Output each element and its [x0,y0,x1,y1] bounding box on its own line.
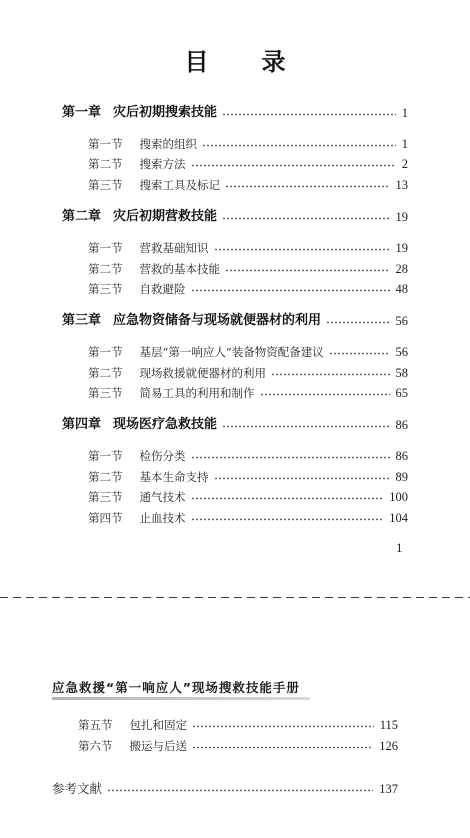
page-number: 89 [395,469,408,484]
chapter-number: 第三章 [62,313,102,329]
chapter-number: 第二章 [62,209,102,225]
page-number: 58 [395,365,408,380]
dot-leader [329,352,390,355]
section-number: 第二节 [88,157,123,172]
section-number: 第一节 [88,240,123,255]
section-entry-4-5 [78,715,398,736]
toc-list [0,91,470,528]
chapter-entry-4 [62,415,408,435]
section-entry-2-1 [88,238,408,259]
running-header: 应急救援“第一响应人”现场搜救技能手册 [52,680,300,695]
chapter-title: 灾后初期搜索技能 [113,104,218,120]
section-title: 营救的基本技能 [139,261,220,276]
page-number: 86 [395,418,408,433]
page-number: 56 [395,314,408,329]
page-number: 115 [379,717,398,732]
section-title: 搜索的组织 [139,136,197,151]
section-title: 营救基础知识 [139,240,209,255]
section-number: 第三节 [88,178,123,193]
dot-leader [326,321,389,324]
chapter-group-4 [0,415,470,528]
section-number: 第三节 [88,386,123,401]
section-title: 搜索工具及标记 [139,178,220,193]
running-header-rule [52,697,310,700]
page-number: 1 [401,136,408,151]
section-entry-4-6 [78,735,398,756]
section-title: 包扎和固定 [129,717,187,732]
dot-leader [222,113,396,116]
section-number: 第三节 [88,282,123,297]
dot-leader [191,164,396,167]
dot-leader [191,289,390,292]
chapter-group-3 [0,311,470,403]
section-title: 检伤分类 [139,449,186,464]
section-number: 第二节 [88,469,123,484]
page-number: 137 [379,782,398,796]
section-title: 现场救援就便器材的利用 [139,365,266,380]
chapter-entry-3 [62,311,408,331]
page-number: 1 [401,105,408,120]
section-number: 第二节 [88,365,123,380]
page-number: 65 [395,386,408,401]
section-entry-3-2 [88,362,408,383]
section-entry-3-3 [88,383,408,404]
dot-leader [191,518,384,521]
section-title: 搜索方法 [139,157,186,172]
dot-leader [260,393,390,396]
references-entry [52,779,398,799]
section-entry-4-2 [88,466,408,487]
chapter-number: 第一章 [62,104,102,120]
page-number: 13 [395,178,408,193]
section-entry-4-1 [88,446,408,467]
chapter-group-1 [0,103,470,195]
chapter-title: 现场医疗急救技能 [113,417,218,433]
chapter-entry-1 [62,103,408,123]
dot-leader [214,477,390,480]
section-title: 止血技术 [139,510,186,525]
section-number: 第二节 [88,261,123,276]
section-number: 第一节 [88,449,123,464]
section-number: 第四节 [88,510,123,525]
page-number: 19 [395,210,408,225]
section-entry-2-3 [88,279,408,300]
section-entry-1-2 [88,154,408,175]
section-entry-3-1 [88,342,408,363]
section-number: 第三节 [88,490,123,505]
section-entry-4-3 [88,487,408,508]
section-title: 基层“第一响应人”装备物资配备建议 [139,345,324,359]
page-number: 2 [401,157,408,172]
section-title: 搬运与后送 [129,738,187,753]
section-number: 第五节 [78,717,113,732]
section-number: 第一节 [88,136,123,151]
section-number: 第一节 [88,345,123,359]
chapter-title: 灾后初期营救技能 [113,209,218,225]
dot-leader [191,456,390,459]
page-number: 48 [395,282,408,297]
dot-leader [192,725,374,728]
page-folio: 1 [396,540,403,555]
references-title: 参考文献 [52,781,103,796]
section-title: 简易工具的利用和制作 [139,386,255,401]
section-number: 第六节 [78,738,113,753]
section-entry-1-3 [88,175,408,196]
page-number: 100 [389,490,408,505]
dot-leader [222,425,389,428]
dot-leader [192,746,373,749]
page-break-divider [0,597,470,598]
page-number: 126 [379,738,398,753]
page-number: 19 [395,240,408,255]
section-title: 通气技术 [139,490,186,505]
dot-leader [191,497,384,500]
page-number: 86 [395,449,408,464]
section-title: 基本生命支持 [139,469,209,484]
toc-title: 目录 [184,48,339,76]
section-entry-4-4 [88,508,408,529]
chapter-entry-2 [62,207,408,227]
section-entry-1-1 [88,134,408,155]
dot-leader [222,217,389,220]
chapter-group-2 [0,207,470,299]
dot-leader [107,789,373,792]
page-number: 28 [395,261,408,276]
dot-leader [271,373,390,376]
next-page-toc-list [0,715,470,756]
dot-leader [225,185,390,188]
dot-leader [214,248,390,251]
chapter-number: 第四章 [62,417,102,433]
section-entry-2-2 [88,258,408,279]
page-number: 56 [395,345,408,359]
section-title: 自救避险 [139,282,186,297]
chapter-title: 应急物资储备与现场就便器材的利用 [113,313,322,329]
dot-leader [202,144,396,147]
dot-leader [225,269,390,272]
page-number: 104 [389,510,408,525]
